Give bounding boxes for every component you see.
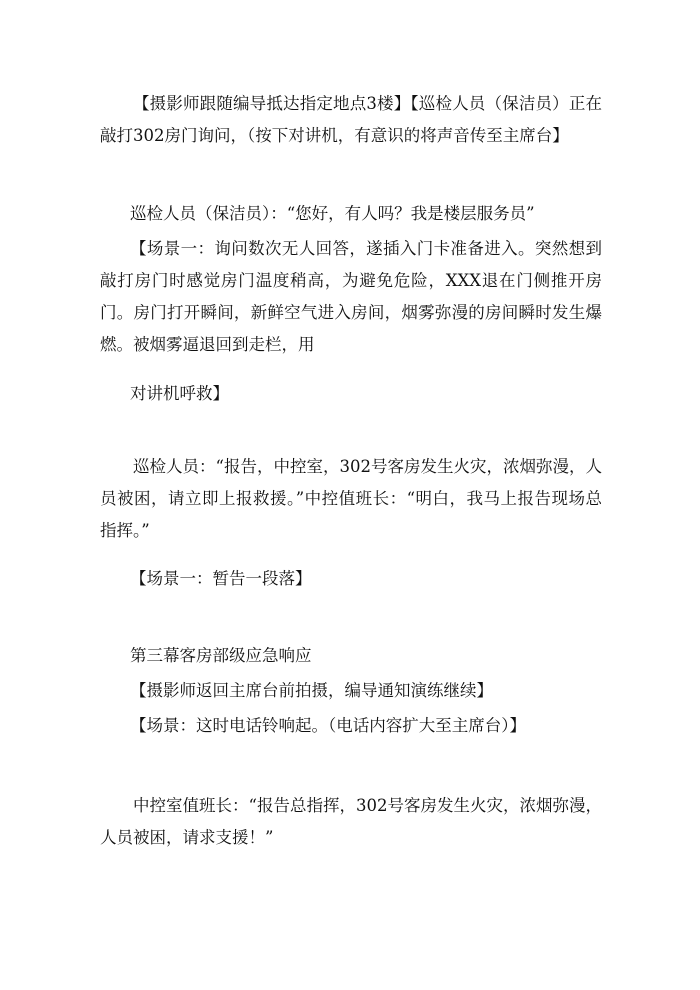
paragraph-inspector-greeting: 巡检人员（保洁员）：“您好，有人吗？我是楼层服务员” <box>130 204 535 223</box>
section-heading-act-three: 第三幕客房部级应急响应 <box>130 646 312 665</box>
paragraph-report-to-commander: 中控室值班长：“报告总指挥，302号客房发生火灾，浓烟弥漫，人员被困，请求支援！” <box>100 796 602 847</box>
paragraph-scene-one: 【场景一：询问数次无人回答，遂插入门卡准备进入。突然想到敲打房门时感觉房门温度稍高，为避免危险，XXX退在门侧推开房门。房门打开瞬间，新鲜空气进入房间，烟雾弥漫的房间瞬时发生爆燃。被烟雾逼退回到走栏，用 <box>100 239 602 354</box>
paragraph-fire-report: 巡检人员：“报告，中控室，302号客房发生火灾，浓烟弥漫，人员被困，请立即上报救援。”中控值班长：“明白，我马上报告现场总指挥。” <box>100 457 602 540</box>
paragraph-phone-rings: 【场景：这时电话铃响起。（电话内容扩大至主席台）】 <box>130 716 526 735</box>
paragraph-intercom-call: 对讲机呼救】 <box>130 384 229 403</box>
paragraph-scene-one-pause: 【场景一：暂告一段落】 <box>130 569 312 588</box>
paragraph-photographer-returns: 【摄影师返回主席台前拍摄，编导通知演练继续】 <box>130 681 493 700</box>
paragraph-photographer-arrives: 【摄影师跟随编导抵达指定地点3楼】【巡检人员（保洁员）正在敲打302房门询问，（按下对讲机，有意识的将声音传至主席台】 <box>100 94 602 145</box>
